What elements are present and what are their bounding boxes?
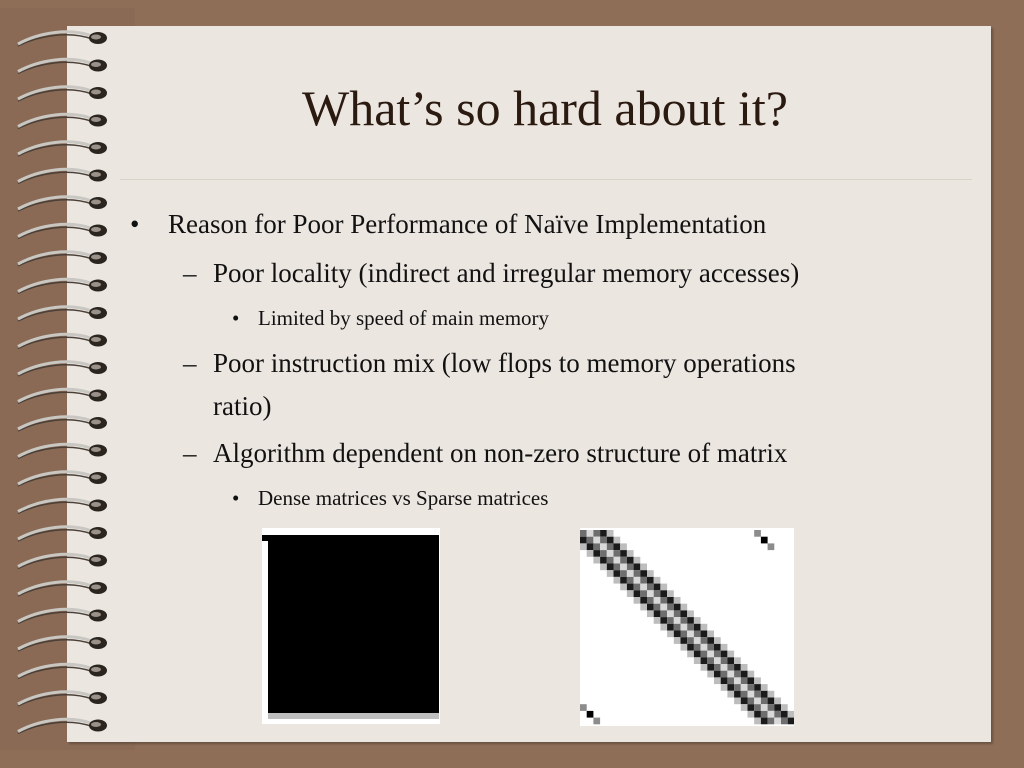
- spiral-ring-icon: [18, 444, 107, 458]
- bullet-dense-vs-sparse: Dense matrices vs Sparse matrices: [258, 486, 549, 510]
- spiral-ring-icon: [18, 637, 107, 651]
- spiral-ring-icon: [18, 472, 107, 486]
- spiral-ring-icon: [18, 417, 107, 431]
- bullet-instruction-mix-line1: Poor instruction mix (low flops to memory operations: [213, 348, 796, 378]
- spiral-ring-icon: [18, 582, 107, 596]
- dense-matrix-image: [262, 528, 440, 724]
- spiral-ring-icon: [18, 59, 107, 73]
- slide-title: What’s so hard about it?: [302, 80, 788, 136]
- spiral-ring-icon: [18, 32, 107, 46]
- spiral-ring-icon: [18, 554, 107, 568]
- spiral-ring-icon: [18, 224, 107, 238]
- bullet-marker: •: [232, 486, 240, 510]
- spiral-ring-icon: [18, 114, 107, 128]
- dash-marker: –: [183, 348, 197, 378]
- spiral-ring-icon: [18, 334, 107, 348]
- sparse-matrix-image: [580, 528, 794, 726]
- spiral-ring-icon: [18, 389, 107, 403]
- spiral-ring-icon: [18, 609, 107, 623]
- spiral-ring-icon: [18, 362, 107, 376]
- spiral-ring-icon: [18, 169, 107, 183]
- spiral-ring-icon: [18, 664, 107, 678]
- bullet-algorithm-dependent: Algorithm dependent on non-zero structure of matrix: [213, 438, 788, 468]
- spiral-ring-icon: [18, 87, 107, 101]
- bullet-instruction-mix-line2: ratio): [213, 391, 272, 421]
- bullet-marker: •: [130, 209, 140, 239]
- spiral-ring-icon: [18, 142, 107, 156]
- spiral-ring-icon: [18, 719, 107, 733]
- spiral-binding-icon: [0, 20, 120, 740]
- spiral-ring-icon: [18, 252, 107, 266]
- spiral-ring-icon: [18, 499, 107, 513]
- spiral-ring-icon: [18, 279, 107, 293]
- dash-marker: –: [183, 438, 197, 468]
- spiral-ring-icon: [18, 307, 107, 321]
- title-divider: [120, 179, 972, 180]
- bullet-marker: •: [232, 306, 240, 330]
- bullet-limited-memory: Limited by speed of main memory: [258, 306, 550, 330]
- bullet-reason: Reason for Poor Performance of Naïve Implementation: [168, 209, 767, 239]
- dash-marker: –: [183, 258, 197, 288]
- spiral-ring-icon: [18, 692, 107, 706]
- spiral-ring-icon: [18, 527, 107, 541]
- bullet-poor-locality: Poor locality (indirect and irregular memory accesses): [213, 258, 800, 288]
- spiral-ring-icon: [18, 197, 107, 211]
